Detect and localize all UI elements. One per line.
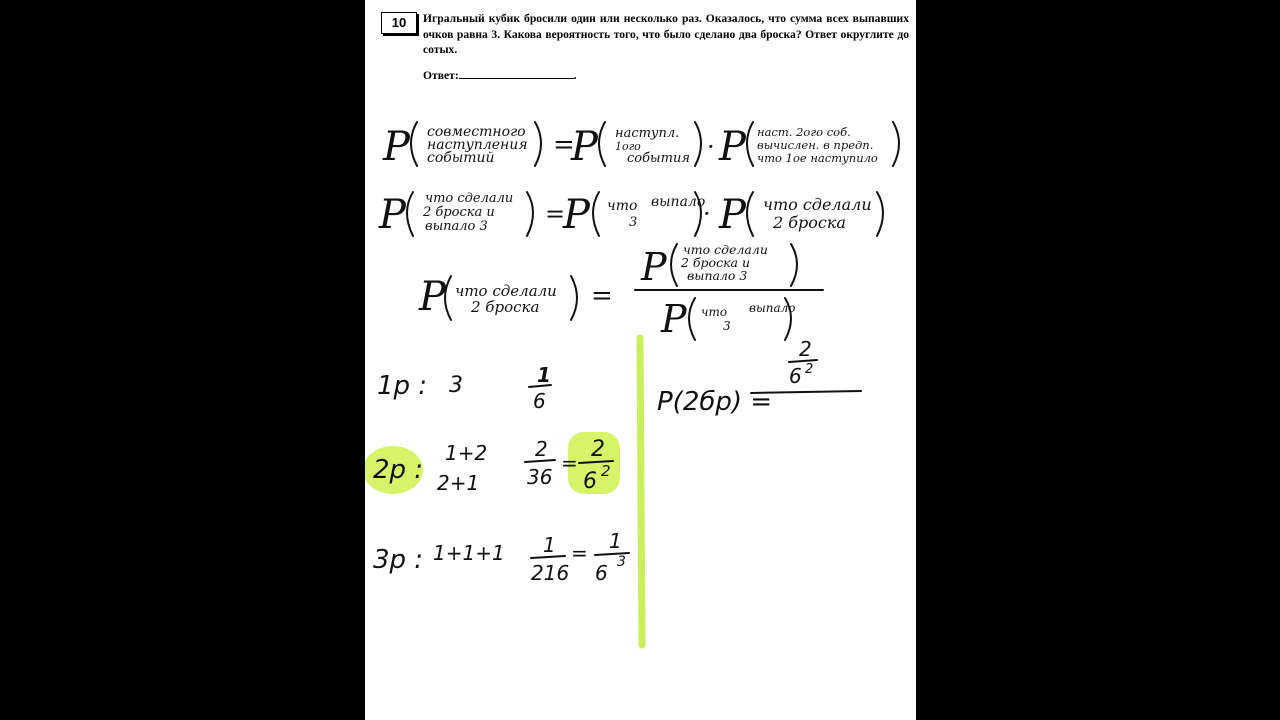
handwritten-solution bbox=[365, 0, 916, 720]
case-3-den: 216 bbox=[531, 561, 570, 585]
f2-left-line-1: что сделали bbox=[425, 191, 514, 206]
f2-left-line-2: 2 броска и bbox=[423, 205, 495, 220]
f3-den-line-2: выпало bbox=[749, 301, 796, 315]
f3-p-left: P bbox=[419, 274, 446, 320]
f1-mid-line-3: события bbox=[627, 151, 690, 166]
f1-right-line-2: вычислен. в предп. bbox=[757, 138, 874, 152]
f3-paren-open-den bbox=[689, 298, 695, 340]
case-3-alt-exp: 3 bbox=[617, 554, 626, 570]
formula-1 bbox=[382, 122, 899, 170]
f3-num-line-2: 2 броска и bbox=[681, 255, 751, 270]
f3-left-line-1: что сделали bbox=[455, 282, 557, 300]
f1-paren-close-2 bbox=[695, 122, 701, 166]
task-number-box: 10 bbox=[381, 12, 417, 34]
f2-paren-open-2 bbox=[593, 192, 599, 236]
case-1-combo: 3 bbox=[449, 373, 463, 398]
f2-p-right: P bbox=[719, 192, 746, 238]
f2-mid-line-1: что bbox=[607, 198, 638, 214]
f3-eq: = bbox=[591, 281, 613, 311]
case-2-bar bbox=[525, 460, 555, 462]
f2-paren-close-3 bbox=[877, 192, 883, 236]
answer-label: Ответ: bbox=[423, 69, 459, 82]
f2-paren-open-1 bbox=[407, 192, 413, 236]
answer-end: . bbox=[573, 69, 577, 82]
case-3-alt-num: 1 bbox=[609, 529, 622, 553]
f3-p-den: P bbox=[661, 297, 687, 341]
case-1-num: 1 bbox=[537, 363, 551, 387]
f1-left-line-3: событий bbox=[427, 150, 495, 166]
f3-num-line-3: выпало 3 bbox=[687, 268, 748, 283]
f2-eq: = bbox=[545, 200, 566, 228]
case-3-eq: = bbox=[571, 541, 588, 565]
result-num: 2 bbox=[799, 337, 812, 361]
task-statement: Игральный кубик бросили один или несколько раз. Оказалось, что сумма всех выпавших очков равна 3. Какова вероятность того, что было сделано два броска? Ответ округлите до сотых. bbox=[423, 12, 909, 56]
f1-paren-open-2 bbox=[599, 122, 605, 166]
case-2-alt-num: 2 bbox=[591, 437, 605, 462]
case-3-label: 3р : bbox=[373, 545, 424, 575]
case-3-bar bbox=[531, 556, 565, 558]
f2-left-line-3: выпало 3 bbox=[425, 219, 488, 234]
f1-mid-line-1: наступл. bbox=[615, 126, 680, 141]
f1-left-line-1: совместного bbox=[427, 124, 526, 140]
case-2-combo-2: 2+1 bbox=[437, 471, 480, 495]
case-1-roll bbox=[377, 363, 551, 413]
f3-paren-open-num bbox=[671, 244, 677, 286]
case-1-den: 6 bbox=[533, 389, 546, 413]
f1-eq: = bbox=[553, 130, 575, 160]
f1-p-left: P bbox=[383, 124, 410, 170]
f2-p-left: P bbox=[379, 192, 406, 238]
case-2-alt-den: 6 bbox=[583, 469, 597, 494]
exam-sheet bbox=[365, 0, 916, 720]
result-num-den: 6 bbox=[789, 364, 802, 388]
case-3-rolls bbox=[373, 529, 629, 585]
f2-dot: · bbox=[703, 200, 711, 228]
case-2-combo-1: 1+2 bbox=[445, 441, 488, 465]
f1-p-right: P bbox=[719, 124, 746, 170]
f1-p-mid: P bbox=[571, 124, 598, 170]
f3-paren-close-1 bbox=[571, 276, 577, 320]
f2-p-mid: P bbox=[563, 192, 590, 238]
case-3-combo: 1+1+1 bbox=[433, 541, 505, 565]
f2-right-line-1: что сделали bbox=[763, 195, 872, 214]
case-2-eq: = bbox=[561, 451, 578, 475]
f1-paren-open-1 bbox=[411, 122, 417, 166]
f3-den-line-3: 3 bbox=[723, 319, 731, 333]
case-2-den: 36 bbox=[527, 465, 553, 489]
f2-paren-close-1 bbox=[527, 192, 533, 236]
f1-dot: · bbox=[707, 133, 715, 161]
f3-paren-close-num bbox=[791, 244, 797, 286]
f1-paren-close-1 bbox=[535, 122, 541, 166]
formula-3 bbox=[418, 242, 823, 341]
f3-num-line-1: что сделали bbox=[683, 242, 768, 257]
f2-right-line-2: 2 броска bbox=[773, 213, 846, 232]
result-formula bbox=[657, 337, 861, 417]
f1-right-line-3: что 1ое наступило bbox=[757, 151, 878, 165]
result-lhs: P(2бр) = bbox=[657, 387, 773, 417]
vertical-divider bbox=[640, 338, 642, 645]
f1-right-line-1: наст. 2ого соб. bbox=[757, 125, 851, 139]
case-2-alt-exp: 2 bbox=[601, 462, 611, 480]
f1-paren-open-3 bbox=[747, 122, 753, 166]
f3-den-line-1: что bbox=[701, 305, 728, 319]
f3-p-num: P bbox=[641, 245, 667, 289]
f2-paren-open-3 bbox=[747, 192, 753, 236]
case-2-num: 2 bbox=[535, 437, 548, 461]
f3-left-line-2: 2 броска bbox=[471, 298, 540, 316]
result-num-exp: 2 bbox=[805, 362, 814, 377]
f2-mid-line-3: 3 bbox=[629, 215, 638, 230]
f2-mid-line-2: выпало bbox=[651, 194, 706, 210]
formula-2 bbox=[378, 191, 883, 238]
case-3-alt-den: 6 bbox=[595, 561, 608, 585]
case-2-label: 2р : bbox=[373, 455, 424, 485]
case-3-num: 1 bbox=[543, 533, 556, 557]
f1-mid-line-2: 1ого bbox=[615, 140, 641, 153]
f1-left-line-2: наступления bbox=[427, 137, 528, 153]
case-1-label: 1р : bbox=[377, 371, 428, 401]
f1-paren-close-3 bbox=[893, 122, 899, 166]
